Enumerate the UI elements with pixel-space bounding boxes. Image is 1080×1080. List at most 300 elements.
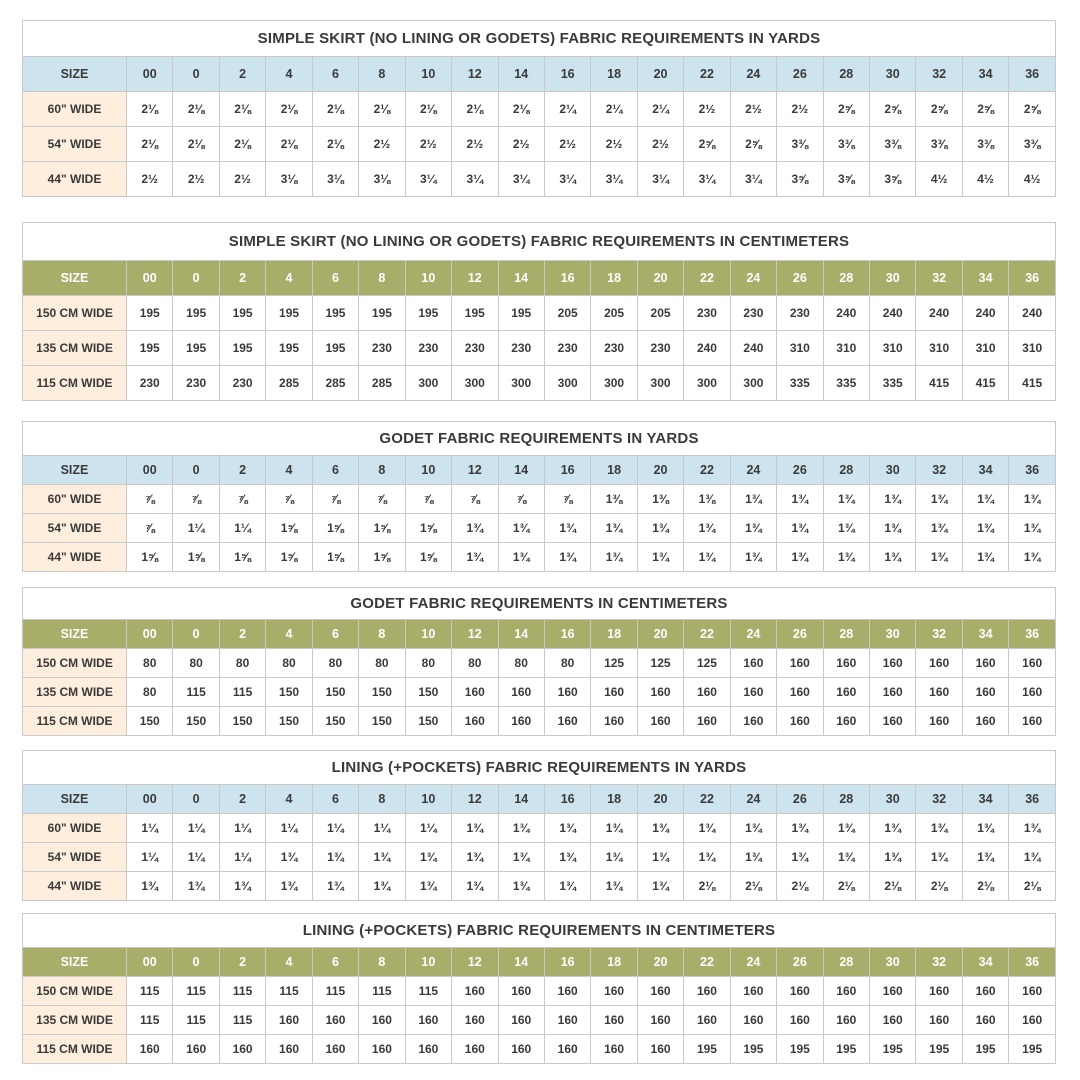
table-cell: 160: [684, 707, 730, 736]
size-column-header: 32: [916, 57, 962, 92]
table-cell: ⅞: [359, 485, 405, 514]
size-column-header: 22: [684, 57, 730, 92]
table-cell: 240: [730, 331, 776, 366]
table-cell: 1⅝: [173, 543, 219, 572]
size-column-header: 16: [544, 620, 590, 649]
table-cell: 2⅛: [962, 872, 1008, 901]
table-cell: 1¾: [498, 843, 544, 872]
table-cell: 160: [870, 678, 916, 707]
table-cell: 150: [359, 707, 405, 736]
size-column-header: 24: [730, 785, 776, 814]
requirements-table: [22, 947, 1056, 1064]
table-cell: 230: [637, 331, 683, 366]
fabric-width-label: 44" WIDE: [23, 162, 127, 197]
table-cell: 195: [730, 1035, 776, 1064]
table-cell: 1¾: [777, 485, 823, 514]
size-column-header: 30: [870, 57, 916, 92]
table-cell: 160: [916, 977, 962, 1006]
table-cell: 1¾: [498, 514, 544, 543]
size-header-row: [23, 261, 1056, 296]
size-header-label: SIZE: [23, 57, 127, 92]
table-cell: 160: [452, 678, 498, 707]
size-column-header: 4: [266, 261, 312, 296]
table-row: [23, 514, 1056, 543]
table-cell: 160: [823, 678, 869, 707]
table-cell: 1¾: [591, 843, 637, 872]
table-cell: 3¼: [591, 162, 637, 197]
size-column-header: 16: [544, 456, 590, 485]
requirements-table: [22, 619, 1056, 736]
table-cell: 150: [405, 678, 451, 707]
table-cell: 150: [312, 707, 358, 736]
table-cell: 150: [219, 707, 265, 736]
size-header-label: SIZE: [23, 785, 127, 814]
size-column-header: 32: [916, 785, 962, 814]
fabric-width-label: 115 CM WIDE: [23, 707, 127, 736]
chart-title: GODET FABRIC REQUIREMENTS IN CENTIMETERS: [22, 587, 1056, 619]
table-cell: 1¾: [777, 843, 823, 872]
table-cell: 80: [544, 649, 590, 678]
table-cell: 1¾: [405, 872, 451, 901]
table-cell: 160: [684, 1006, 730, 1035]
table-cell: 115: [173, 678, 219, 707]
table-cell: 310: [1009, 331, 1056, 366]
size-column-header: 6: [312, 456, 358, 485]
size-column-header: 2: [219, 785, 265, 814]
table-cell: 415: [1009, 366, 1056, 401]
table-cell: 2½: [359, 127, 405, 162]
table-cell: 1¾: [730, 485, 776, 514]
table-cell: 1¾: [823, 843, 869, 872]
size-column-header: 0: [173, 261, 219, 296]
table-cell: 2½: [405, 127, 451, 162]
size-column-header: 14: [498, 620, 544, 649]
table-cell: 2½: [544, 127, 590, 162]
table-cell: 1¾: [405, 843, 451, 872]
table-cell: 230: [219, 366, 265, 401]
table-cell: 230: [498, 331, 544, 366]
table-cell: 115: [312, 977, 358, 1006]
table-row: [23, 366, 1056, 401]
chart-simple-skirt-yards: [22, 20, 1056, 197]
table-cell: 1¾: [962, 814, 1008, 843]
table-cell: 1⅜: [637, 485, 683, 514]
table-cell: ⅞: [127, 514, 173, 543]
table-cell: 80: [498, 649, 544, 678]
table-cell: 115: [173, 1006, 219, 1035]
table-cell: 1¾: [173, 872, 219, 901]
table-cell: 240: [962, 296, 1008, 331]
table-cell: 2⅛: [916, 872, 962, 901]
table-cell: 1¾: [823, 485, 869, 514]
size-column-header: 10: [405, 456, 451, 485]
size-column-header: 36: [1009, 261, 1056, 296]
size-column-header: 24: [730, 948, 776, 977]
table-cell: 3⅛: [312, 162, 358, 197]
size-column-header: 34: [962, 948, 1008, 977]
table-cell: 1¾: [544, 543, 590, 572]
size-column-header: 2: [219, 456, 265, 485]
size-column-header: 16: [544, 948, 590, 977]
table-cell: 2⅛: [452, 92, 498, 127]
size-column-header: 20: [637, 785, 683, 814]
table-cell: 1¾: [219, 872, 265, 901]
table-cell: 115: [219, 977, 265, 1006]
table-cell: 3⅝: [870, 162, 916, 197]
table-cell: 1¾: [916, 843, 962, 872]
table-cell: ⅞: [266, 485, 312, 514]
table-cell: 310: [962, 331, 1008, 366]
table-cell: 150: [405, 707, 451, 736]
table-cell: 1¾: [637, 814, 683, 843]
size-column-header: 22: [684, 261, 730, 296]
size-column-header: 32: [916, 456, 962, 485]
table-cell: 285: [266, 366, 312, 401]
table-cell: 1¼: [127, 814, 173, 843]
requirements-table: [22, 455, 1056, 572]
size-column-header: 00: [127, 948, 173, 977]
table-cell: 2⅛: [266, 127, 312, 162]
table-cell: 1¼: [266, 814, 312, 843]
table-cell: 160: [498, 977, 544, 1006]
table-cell: 1¾: [312, 872, 358, 901]
table-cell: 1⅝: [359, 514, 405, 543]
table-cell: 1¾: [498, 814, 544, 843]
table-cell: 160: [962, 707, 1008, 736]
size-column-header: 26: [777, 785, 823, 814]
size-header-label: SIZE: [23, 261, 127, 296]
table-cell: 2⅝: [870, 92, 916, 127]
table-cell: 300: [452, 366, 498, 401]
table-cell: 115: [359, 977, 405, 1006]
table-cell: 1¾: [591, 543, 637, 572]
table-cell: 1¾: [544, 843, 590, 872]
table-cell: 1¾: [916, 543, 962, 572]
size-column-header: 8: [359, 620, 405, 649]
size-column-header: 24: [730, 57, 776, 92]
table-cell: 1⅜: [684, 485, 730, 514]
table-cell: 300: [591, 366, 637, 401]
size-column-header: 36: [1009, 620, 1056, 649]
table-cell: 80: [173, 649, 219, 678]
fabric-width-label: 54" WIDE: [23, 514, 127, 543]
table-cell: 1¾: [637, 843, 683, 872]
table-cell: 160: [916, 707, 962, 736]
fabric-width-label: 115 CM WIDE: [23, 1035, 127, 1064]
size-column-header: 20: [637, 456, 683, 485]
size-column-header: 00: [127, 261, 173, 296]
size-column-header: 22: [684, 456, 730, 485]
table-cell: 2⅝: [962, 92, 1008, 127]
table-cell: 1¼: [219, 514, 265, 543]
table-cell: 80: [312, 649, 358, 678]
table-cell: 1¾: [498, 872, 544, 901]
size-column-header: 16: [544, 261, 590, 296]
size-column-header: 12: [452, 785, 498, 814]
table-cell: 2½: [684, 92, 730, 127]
table-cell: 1¾: [1009, 843, 1056, 872]
size-column-header: 0: [173, 785, 219, 814]
size-column-header: 8: [359, 456, 405, 485]
table-cell: 1¼: [405, 814, 451, 843]
table-cell: 160: [591, 678, 637, 707]
table-cell: 160: [870, 649, 916, 678]
fabric-width-label: 150 CM WIDE: [23, 649, 127, 678]
size-column-header: 24: [730, 261, 776, 296]
table-cell: 1⅝: [127, 543, 173, 572]
size-column-header: 8: [359, 785, 405, 814]
table-cell: 230: [173, 366, 219, 401]
fabric-width-label: 150 CM WIDE: [23, 977, 127, 1006]
table-cell: 160: [637, 678, 683, 707]
table-cell: ⅞: [312, 485, 358, 514]
table-cell: 2⅛: [312, 127, 358, 162]
table-cell: 2½: [777, 92, 823, 127]
table-cell: 160: [591, 707, 637, 736]
table-cell: 3⅛: [359, 162, 405, 197]
chart-title: LINING (+POCKETS) FABRIC REQUIREMENTS IN CENTIMETERS: [22, 913, 1056, 947]
size-column-header: 26: [777, 261, 823, 296]
table-cell: 310: [823, 331, 869, 366]
table-cell: 1¾: [870, 485, 916, 514]
table-cell: 205: [637, 296, 683, 331]
table-cell: 335: [777, 366, 823, 401]
table-cell: 1¾: [684, 843, 730, 872]
size-column-header: 30: [870, 785, 916, 814]
size-column-header: 18: [591, 456, 637, 485]
table-row: [23, 485, 1056, 514]
size-column-header: 16: [544, 57, 590, 92]
table-cell: 195: [962, 1035, 1008, 1064]
size-column-header: 00: [127, 456, 173, 485]
table-cell: 160: [452, 1006, 498, 1035]
table-cell: 1¾: [730, 814, 776, 843]
table-cell: 160: [730, 649, 776, 678]
chart-lining-cm: [22, 913, 1056, 1064]
table-cell: 1¾: [870, 843, 916, 872]
size-column-header: 14: [498, 261, 544, 296]
table-cell: 1¾: [452, 543, 498, 572]
size-column-header: 00: [127, 785, 173, 814]
table-cell: 3⅜: [870, 127, 916, 162]
table-cell: ⅞: [544, 485, 590, 514]
table-cell: 230: [684, 296, 730, 331]
table-cell: 160: [777, 977, 823, 1006]
table-cell: 1¾: [1009, 514, 1056, 543]
chart-godet-cm: [22, 587, 1056, 736]
table-cell: 160: [962, 649, 1008, 678]
table-cell: 195: [452, 296, 498, 331]
table-cell: 2⅛: [823, 872, 869, 901]
table-cell: 80: [127, 678, 173, 707]
size-column-header: 0: [173, 57, 219, 92]
table-cell: 195: [1009, 1035, 1056, 1064]
fabric-width-label: 60" WIDE: [23, 485, 127, 514]
table-cell: 3⅜: [1009, 127, 1056, 162]
table-cell: 195: [127, 296, 173, 331]
table-cell: 2¼: [591, 92, 637, 127]
size-column-header: 34: [962, 57, 1008, 92]
table-cell: 1¾: [870, 514, 916, 543]
table-cell: 2⅛: [219, 92, 265, 127]
size-column-header: 12: [452, 948, 498, 977]
table-cell: 1¾: [777, 514, 823, 543]
table-cell: 2½: [127, 162, 173, 197]
table-cell: ⅞: [405, 485, 451, 514]
table-cell: 230: [591, 331, 637, 366]
table-cell: 240: [684, 331, 730, 366]
table-cell: 160: [266, 1035, 312, 1064]
table-cell: 3¼: [684, 162, 730, 197]
table-cell: 195: [916, 1035, 962, 1064]
table-cell: 115: [219, 678, 265, 707]
table-cell: 160: [730, 707, 776, 736]
table-row: [23, 92, 1056, 127]
table-cell: 285: [312, 366, 358, 401]
table-cell: 230: [405, 331, 451, 366]
table-cell: ⅞: [219, 485, 265, 514]
size-column-header: 12: [452, 620, 498, 649]
size-column-header: 26: [777, 456, 823, 485]
table-cell: 160: [498, 678, 544, 707]
table-cell: 1¼: [173, 514, 219, 543]
table-cell: 160: [870, 1006, 916, 1035]
size-column-header: 34: [962, 456, 1008, 485]
table-cell: 160: [452, 977, 498, 1006]
table-cell: 80: [266, 649, 312, 678]
table-cell: 115: [405, 977, 451, 1006]
size-column-header: 16: [544, 785, 590, 814]
table-cell: 1¾: [452, 872, 498, 901]
table-cell: 1¾: [452, 843, 498, 872]
table-row: [23, 543, 1056, 572]
table-cell: 1¾: [452, 814, 498, 843]
table-cell: 2⅛: [730, 872, 776, 901]
table-cell: 240: [823, 296, 869, 331]
table-cell: 1¾: [544, 514, 590, 543]
table-cell: ⅞: [127, 485, 173, 514]
table-cell: 2½: [498, 127, 544, 162]
table-row: [23, 127, 1056, 162]
size-column-header: 30: [870, 948, 916, 977]
table-row: [23, 678, 1056, 707]
table-cell: 1⅝: [312, 543, 358, 572]
fabric-width-label: 44" WIDE: [23, 872, 127, 901]
table-cell: 160: [1009, 1006, 1056, 1035]
size-column-header: 28: [823, 620, 869, 649]
table-cell: 1¼: [219, 843, 265, 872]
table-cell: 1¾: [962, 543, 1008, 572]
table-cell: 1¾: [1009, 814, 1056, 843]
table-cell: 150: [266, 678, 312, 707]
table-cell: 160: [359, 1006, 405, 1035]
table-cell: 240: [1009, 296, 1056, 331]
size-column-header: 2: [219, 948, 265, 977]
table-cell: 80: [127, 649, 173, 678]
table-cell: 115: [173, 977, 219, 1006]
table-cell: 160: [637, 1006, 683, 1035]
table-cell: 195: [312, 296, 358, 331]
requirements-table: [22, 260, 1056, 401]
size-column-header: 26: [777, 620, 823, 649]
size-column-header: 8: [359, 261, 405, 296]
table-cell: 1¾: [684, 514, 730, 543]
table-cell: 160: [870, 707, 916, 736]
size-column-header: 8: [359, 948, 405, 977]
size-column-header: 4: [266, 620, 312, 649]
size-column-header: 12: [452, 456, 498, 485]
table-cell: 150: [173, 707, 219, 736]
table-cell: 125: [591, 649, 637, 678]
table-cell: 160: [730, 1006, 776, 1035]
table-cell: 4½: [962, 162, 1008, 197]
size-column-header: 18: [591, 785, 637, 814]
table-cell: 2¼: [544, 92, 590, 127]
size-header-label: SIZE: [23, 456, 127, 485]
table-cell: 3⅜: [823, 127, 869, 162]
table-cell: 160: [823, 707, 869, 736]
table-cell: 150: [266, 707, 312, 736]
table-cell: 2½: [637, 127, 683, 162]
table-cell: 415: [916, 366, 962, 401]
table-cell: 160: [544, 1006, 590, 1035]
table-cell: 160: [312, 1035, 358, 1064]
size-column-header: 20: [637, 620, 683, 649]
size-column-header: 26: [777, 948, 823, 977]
size-column-header: 10: [405, 620, 451, 649]
size-column-header: 6: [312, 620, 358, 649]
table-row: [23, 1006, 1056, 1035]
size-column-header: 24: [730, 620, 776, 649]
size-header-label: SIZE: [23, 620, 127, 649]
table-cell: 195: [173, 331, 219, 366]
size-column-header: 00: [127, 57, 173, 92]
fabric-width-label: 135 CM WIDE: [23, 331, 127, 366]
table-cell: 335: [870, 366, 916, 401]
size-column-header: 32: [916, 948, 962, 977]
table-cell: 160: [823, 1006, 869, 1035]
table-cell: 195: [870, 1035, 916, 1064]
table-cell: 300: [544, 366, 590, 401]
table-cell: 160: [637, 977, 683, 1006]
chart-lining-yards: [22, 750, 1056, 901]
table-cell: 1¾: [916, 814, 962, 843]
table-cell: 160: [637, 1035, 683, 1064]
table-cell: 195: [266, 331, 312, 366]
table-cell: 2⅛: [777, 872, 823, 901]
size-column-header: 14: [498, 948, 544, 977]
table-cell: 1¼: [219, 814, 265, 843]
table-cell: 160: [219, 1035, 265, 1064]
size-column-header: 0: [173, 620, 219, 649]
table-cell: 160: [452, 1035, 498, 1064]
table-cell: 1¾: [591, 814, 637, 843]
table-cell: 300: [498, 366, 544, 401]
table-cell: 160: [870, 977, 916, 1006]
table-cell: 80: [405, 649, 451, 678]
size-column-header: 28: [823, 785, 869, 814]
size-header-row: [23, 57, 1056, 92]
table-cell: 1¾: [498, 543, 544, 572]
size-column-header: 12: [452, 57, 498, 92]
table-cell: 195: [219, 296, 265, 331]
table-cell: 80: [219, 649, 265, 678]
table-cell: 2⅛: [312, 92, 358, 127]
table-cell: 160: [452, 707, 498, 736]
table-cell: 3⅝: [777, 162, 823, 197]
table-cell: 160: [544, 1035, 590, 1064]
table-cell: 2⅛: [127, 92, 173, 127]
